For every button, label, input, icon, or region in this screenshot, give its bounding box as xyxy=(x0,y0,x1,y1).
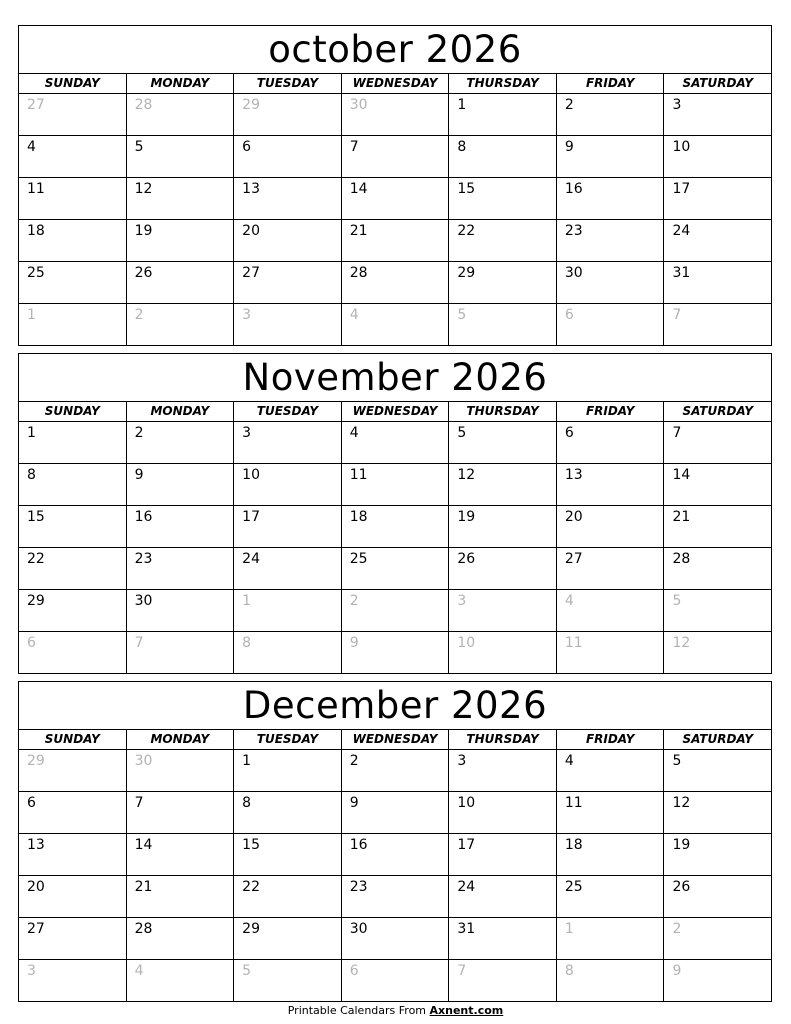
weekday-label: WEDNESDAY xyxy=(342,402,450,421)
day-cell: 15 xyxy=(234,834,342,875)
week-row xyxy=(19,304,771,345)
week-row xyxy=(19,422,771,464)
week-row xyxy=(19,876,771,918)
weekday-header xyxy=(19,74,771,94)
weekday-label: TUESDAY xyxy=(234,74,342,93)
day-cell: 4 xyxy=(557,750,665,791)
day-cell: 19 xyxy=(672,837,691,853)
day-cell: 16 xyxy=(342,834,450,875)
day-cell: 11 xyxy=(557,792,665,833)
day-cell: 28 xyxy=(342,262,450,303)
weekday-label: SATURDAY xyxy=(682,732,754,746)
day-cell: 22 xyxy=(19,548,127,589)
day-cell: 8 xyxy=(449,136,557,177)
day-cell: 27 xyxy=(234,262,342,303)
day-cell: 21 xyxy=(672,509,691,525)
day-cell: 16 xyxy=(557,178,665,219)
day-cell: 18 xyxy=(557,834,665,875)
day-cell: 23 xyxy=(342,876,450,917)
day-cell: 2 xyxy=(557,94,665,135)
weekday-label: FRIDAY xyxy=(557,730,665,749)
day-cell: 30 xyxy=(342,918,450,959)
day-cell: 3 xyxy=(449,750,557,791)
day-cell: 6 xyxy=(557,422,665,463)
day-cell-other-month: 30 xyxy=(342,94,450,135)
day-cell: 27 xyxy=(19,918,127,959)
day-cell: 9 xyxy=(342,792,450,833)
day-cell: 24 xyxy=(449,876,557,917)
day-cell: 19 xyxy=(127,220,235,261)
day-cell: 20 xyxy=(234,220,342,261)
day-cell: 23 xyxy=(557,220,665,261)
weekday-label: TUESDAY xyxy=(234,730,342,749)
day-cell: 25 xyxy=(342,548,450,589)
day-cell: 26 xyxy=(127,262,235,303)
week-row xyxy=(19,464,771,506)
day-cell-other-month: 8 xyxy=(234,632,342,673)
day-cell-other-month: 29 xyxy=(234,94,342,135)
day-cell: 3 xyxy=(672,97,682,113)
weekday-label: FRIDAY xyxy=(557,402,665,421)
day-cell: 29 xyxy=(234,918,342,959)
day-cell: 14 xyxy=(672,467,691,483)
week-row xyxy=(19,506,771,548)
weekday-label: MONDAY xyxy=(127,402,235,421)
day-cell-other-month: 7 xyxy=(449,960,557,1001)
day-cell: 25 xyxy=(19,262,127,303)
calendar-october xyxy=(18,25,772,346)
day-cell: 4 xyxy=(19,136,127,177)
day-cell: 21 xyxy=(127,876,235,917)
day-cell: 18 xyxy=(19,220,127,261)
day-cell: 24 xyxy=(234,548,342,589)
day-cell: 12 xyxy=(127,178,235,219)
day-cell-other-month: 3 xyxy=(234,304,342,345)
day-cell: 17 xyxy=(449,834,557,875)
day-cell: 26 xyxy=(449,548,557,589)
day-cell: 13 xyxy=(19,834,127,875)
day-cell: 10 xyxy=(672,139,691,155)
weekday-label: TUESDAY xyxy=(234,402,342,421)
day-cell: 5 xyxy=(449,422,557,463)
day-cell: 8 xyxy=(234,792,342,833)
week-row xyxy=(19,590,771,632)
day-cell: 20 xyxy=(19,876,127,917)
day-cell: 9 xyxy=(127,464,235,505)
day-cell: 19 xyxy=(449,506,557,547)
day-cell: 29 xyxy=(19,590,127,631)
week-row xyxy=(19,94,771,136)
day-cell: 23 xyxy=(127,548,235,589)
day-cell-other-month: 30 xyxy=(127,750,235,791)
month-title: November 2026 xyxy=(19,354,771,402)
day-cell: 11 xyxy=(19,178,127,219)
weekday-label: SUNDAY xyxy=(19,730,127,749)
weekday-label: MONDAY xyxy=(127,730,235,749)
week-row xyxy=(19,220,771,262)
day-cell: 29 xyxy=(449,262,557,303)
day-cell: 22 xyxy=(234,876,342,917)
day-cell-other-month: 2 xyxy=(672,921,682,937)
day-cell: 6 xyxy=(19,792,127,833)
day-cell: 31 xyxy=(672,265,691,281)
weekday-header xyxy=(19,402,771,422)
day-cell: 8 xyxy=(19,464,127,505)
day-cell: 13 xyxy=(234,178,342,219)
day-cell: 25 xyxy=(557,876,665,917)
day-cell: 10 xyxy=(234,464,342,505)
day-cell: 4 xyxy=(342,422,450,463)
day-cell: 28 xyxy=(127,918,235,959)
day-cell: 24 xyxy=(672,223,691,239)
day-cell: 1 xyxy=(19,422,127,463)
day-cell: 21 xyxy=(342,220,450,261)
day-cell-other-month: 4 xyxy=(342,304,450,345)
weekday-label: WEDNESDAY xyxy=(342,730,450,749)
day-cell: 20 xyxy=(557,506,665,547)
day-cell-other-month: 9 xyxy=(342,632,450,673)
day-cell-other-month: 7 xyxy=(672,307,682,323)
day-cell: 9 xyxy=(557,136,665,177)
day-cell-other-month: 3 xyxy=(449,590,557,631)
day-cell-other-month: 2 xyxy=(342,590,450,631)
day-cell-other-month: 6 xyxy=(19,632,127,673)
weekday-label: THURSDAY xyxy=(449,402,557,421)
day-cell: 18 xyxy=(342,506,450,547)
weekday-label: WEDNESDAY xyxy=(342,74,450,93)
day-cell: 14 xyxy=(342,178,450,219)
day-cell-other-month: 6 xyxy=(342,960,450,1001)
day-cell: 17 xyxy=(672,181,691,197)
day-cell: 14 xyxy=(127,834,235,875)
day-cell: 30 xyxy=(557,262,665,303)
weekday-label: SATURDAY xyxy=(682,404,754,418)
day-cell: 7 xyxy=(672,425,682,441)
day-cell-other-month: 5 xyxy=(234,960,342,1001)
day-cell: 28 xyxy=(672,551,691,567)
day-cell-other-month: 29 xyxy=(19,750,127,791)
weekday-label: MONDAY xyxy=(127,74,235,93)
day-cell: 30 xyxy=(127,590,235,631)
day-cell: 17 xyxy=(234,506,342,547)
day-cell: 5 xyxy=(127,136,235,177)
week-row xyxy=(19,136,771,178)
week-row xyxy=(19,262,771,304)
day-cell: 5 xyxy=(672,753,682,769)
weekday-label: THURSDAY xyxy=(449,730,557,749)
day-cell: 6 xyxy=(234,136,342,177)
day-cell: 3 xyxy=(234,422,342,463)
day-cell-other-month: 8 xyxy=(557,960,665,1001)
day-cell: 1 xyxy=(449,94,557,135)
footer-link[interactable]: Axnent.com xyxy=(429,1004,504,1017)
day-cell: 7 xyxy=(127,792,235,833)
day-cell: 2 xyxy=(342,750,450,791)
day-cell-other-month: 28 xyxy=(127,94,235,135)
day-cell: 31 xyxy=(449,918,557,959)
day-cell-other-month: 6 xyxy=(557,304,665,345)
week-row xyxy=(19,548,771,590)
week-row xyxy=(19,178,771,220)
day-cell: 11 xyxy=(342,464,450,505)
day-cell: 12 xyxy=(449,464,557,505)
weekday-header xyxy=(19,730,771,750)
day-cell: 22 xyxy=(449,220,557,261)
week-row xyxy=(19,792,771,834)
week-row xyxy=(19,834,771,876)
day-cell-other-month: 5 xyxy=(672,593,682,609)
calendar-november xyxy=(18,353,772,674)
day-cell: 15 xyxy=(19,506,127,547)
day-cell-other-month: 1 xyxy=(557,918,665,959)
day-cell-other-month: 5 xyxy=(449,304,557,345)
calendar-december xyxy=(18,681,772,1002)
day-cell: 1 xyxy=(234,750,342,791)
month-title: october 2026 xyxy=(19,26,771,74)
day-cell-other-month: 10 xyxy=(449,632,557,673)
day-cell: 13 xyxy=(557,464,665,505)
day-cell-other-month: 1 xyxy=(19,304,127,345)
day-cell-other-month: 9 xyxy=(672,963,682,979)
week-row xyxy=(19,632,771,673)
week-row xyxy=(19,960,771,1001)
day-cell: 16 xyxy=(127,506,235,547)
day-cell: 7 xyxy=(342,136,450,177)
weekday-label: FRIDAY xyxy=(557,74,665,93)
week-row xyxy=(19,750,771,792)
day-cell-other-month: 27 xyxy=(19,94,127,135)
day-cell: 27 xyxy=(557,548,665,589)
day-cell: 2 xyxy=(127,422,235,463)
weekday-label: SUNDAY xyxy=(19,402,127,421)
day-cell-other-month: 12 xyxy=(672,635,691,651)
day-cell: 26 xyxy=(672,879,691,895)
day-cell-other-month: 1 xyxy=(234,590,342,631)
day-cell: 10 xyxy=(449,792,557,833)
day-cell-other-month: 3 xyxy=(19,960,127,1001)
footer xyxy=(0,1004,791,1017)
weekday-label: SATURDAY xyxy=(682,76,754,90)
weekday-label: SUNDAY xyxy=(19,74,127,93)
footer-text: Printable Calendars From xyxy=(287,1004,427,1017)
month-title: December 2026 xyxy=(19,682,771,730)
day-cell-other-month: 4 xyxy=(127,960,235,1001)
weekday-label: THURSDAY xyxy=(449,74,557,93)
week-row xyxy=(19,918,771,960)
day-cell-other-month: 2 xyxy=(127,304,235,345)
day-cell-other-month: 7 xyxy=(127,632,235,673)
day-cell-other-month: 4 xyxy=(557,590,665,631)
day-cell-other-month: 11 xyxy=(557,632,665,673)
day-cell: 12 xyxy=(672,795,691,811)
day-cell: 15 xyxy=(449,178,557,219)
